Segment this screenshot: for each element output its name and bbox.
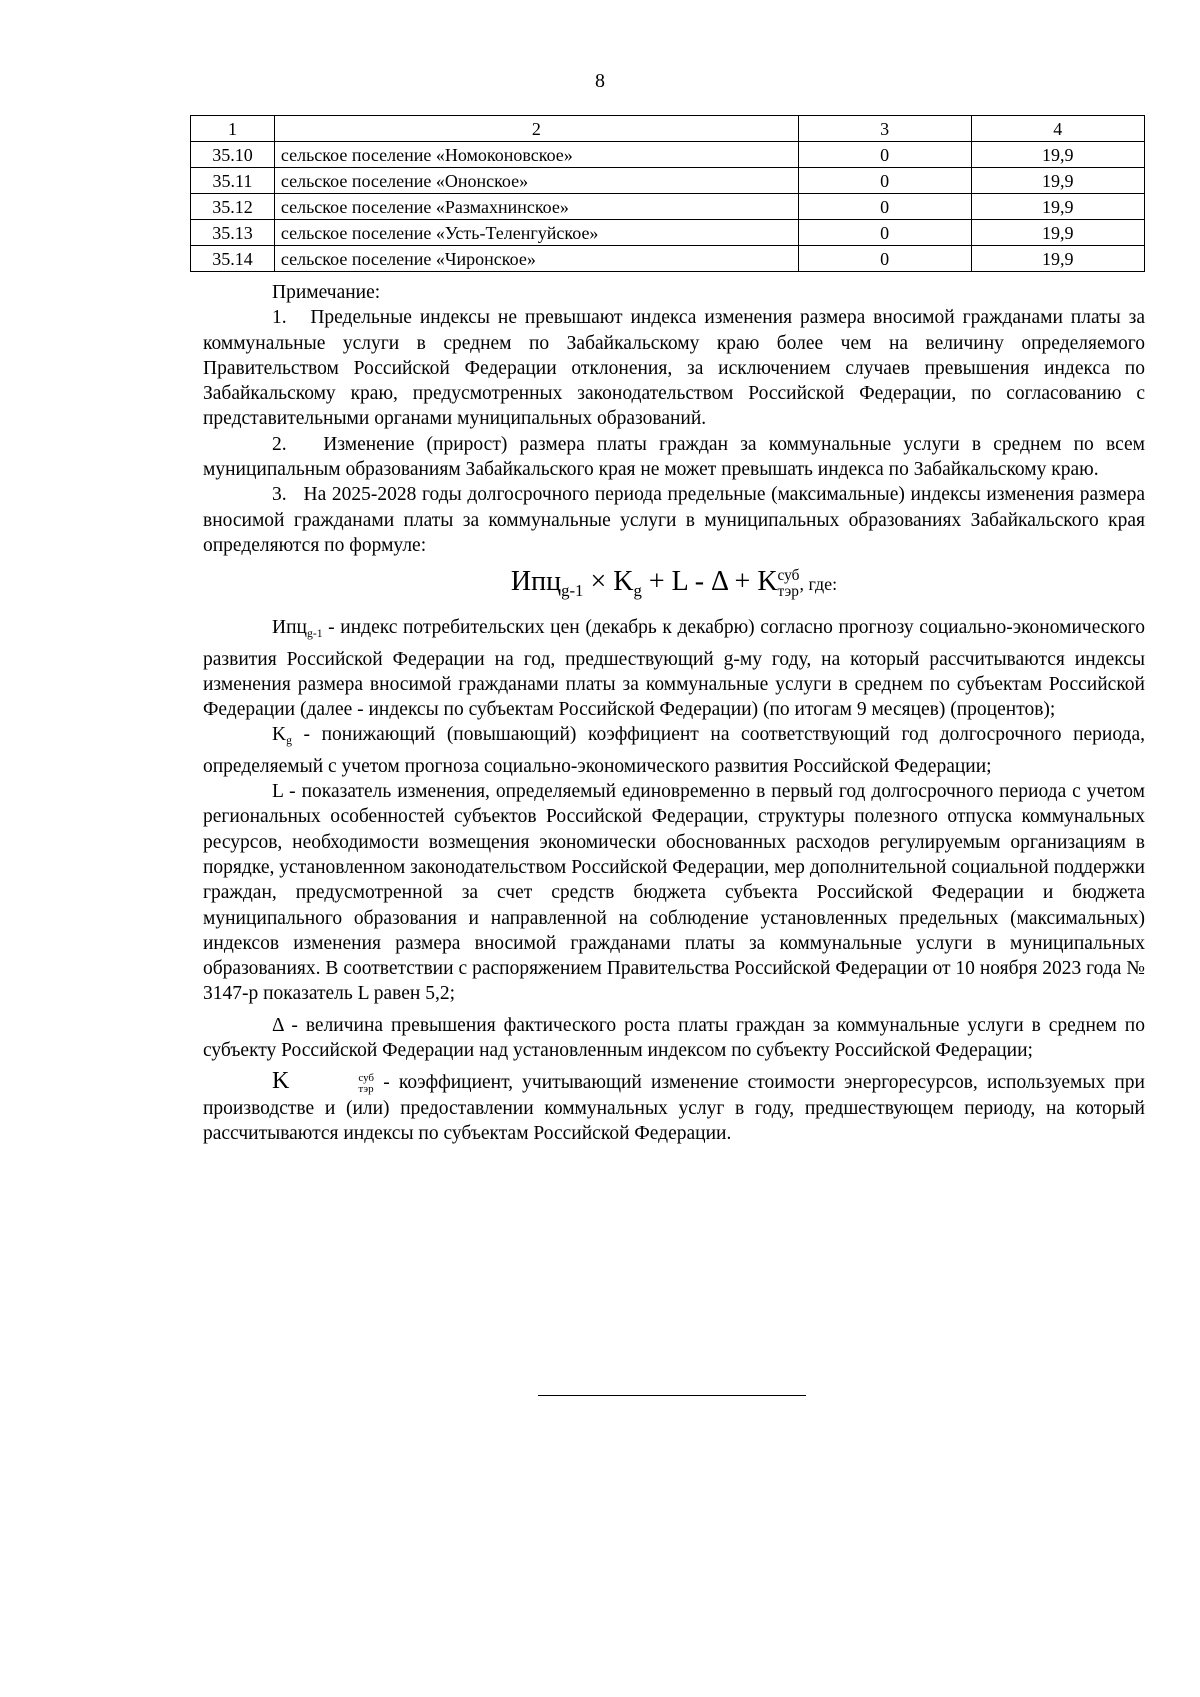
header-cell: 3 xyxy=(798,116,971,142)
definition-ipc-text: - индекс потребительских цен (декабрь к декабрю) согласно прогнозу социально-экономического развития Российской Федерации на год, предшествующий g-му году, на который рассчитываются индексы изменения размера вносимой гражданами платы за коммунальные услуги в среднем по субъектам Российской Федерации (далее - индексы по субъектам Российской Федерации) (по итогам 9 месяцев) (процентов); xyxy=(203,617,1145,721)
row-number: 35.14 xyxy=(191,246,275,272)
formula-ipc-subscript: g-1 xyxy=(561,581,584,601)
notes-section xyxy=(203,280,1145,1146)
table-row xyxy=(191,246,1145,272)
formula-k-ter: K xyxy=(757,566,778,598)
formula-k-ter-superscript: суб xyxy=(777,567,800,585)
note-title: Примечание: xyxy=(272,282,381,303)
formula-plus-l: + L - xyxy=(648,566,705,598)
definition-k-symbol: K xyxy=(272,724,287,746)
definition-k-text: - понижающий (повышающий) коэффициент на соответствующий год долгосрочного периода, определяемый с учетом прогноза социально-экономического развития Российской Федерации; xyxy=(203,724,1145,777)
definition-l: L - показатель изменения, определяемый единовременно в первый год долгосрочного периода с учетом региональных особенностей субъектов Российской Федерации, структуры полезного отпуска коммунальных ресурсов, необходимости возмещения экономически обоснованных расходов регулируемым организациям в порядке, установленном законодательством Российской Федерации, мер дополнительной социальной поддержки граждан, предусмотренной за счет средств бюджета субъекта Российской Федерации и бюджета муниципального образования и направленной на соблюдение установленных предельных (максимальных) индексов изменения размера вносимой гражданами платы за коммунальные услуги в муниципальных образованиях. В соответствии с распоряжением Правительства Российской Федерации от 10 ноября 2023 года № 3147-р показатель L равен 5,2; xyxy=(203,781,1145,1005)
column-3-value: 0 xyxy=(798,246,971,272)
definition-ipc-subscript: g-1 xyxy=(306,627,323,641)
definition-k-subscript: g xyxy=(286,734,292,748)
column-3-value: 0 xyxy=(798,220,971,246)
settlement-name: сельское поселение «Номоконовское» xyxy=(274,142,798,168)
definition-delta xyxy=(203,1013,1145,1064)
column-3-value: 0 xyxy=(798,142,971,168)
formula-plus: + xyxy=(734,566,751,598)
data-table xyxy=(190,115,1145,272)
column-4-value: 19,9 xyxy=(971,168,1145,194)
note-paragraph-2: 2. Изменение (прирост) размера платы граждан за коммунальные услуги в среднем по всем муниципальным образованиям Забайкальского края не может превышать индекса по Забайкальскому краю. xyxy=(203,433,1145,481)
table-row xyxy=(191,168,1145,194)
row-number: 35.10 xyxy=(191,142,275,168)
definition-ipc-symbol: Ипц xyxy=(272,617,307,639)
formula-k-subscript: g xyxy=(633,581,642,601)
header-cell: 2 xyxy=(274,116,798,142)
definition-k-ter xyxy=(203,1069,1145,1146)
column-4-value: 19,9 xyxy=(971,220,1145,246)
header-cell: 1 xyxy=(191,116,275,142)
column-3-value: 0 xyxy=(798,168,971,194)
page-number: 8 xyxy=(595,70,605,92)
definition-k-ter-text: - коэффициент, учитывающий изменение стоимости энергоресурсов, используемых при производстве и (или) предоставлении коммунальных услуг в году, предшествующем периоду, на который рассчитываются индексы по субъектам Российской Федерации. xyxy=(203,1072,1145,1144)
formula-delta: Δ xyxy=(711,566,728,598)
formula-k: K xyxy=(613,566,634,598)
column-3-value: 0 xyxy=(798,194,971,220)
settlement-name: сельское поселение «Ононское» xyxy=(274,168,798,194)
settlement-name: сельское поселение «Размахнинское» xyxy=(274,194,798,220)
table-header-row xyxy=(191,116,1145,142)
formula-times: × xyxy=(590,566,607,598)
header-cell: 4 xyxy=(971,116,1145,142)
formula-tail: , где: xyxy=(799,574,838,595)
definition-ipc xyxy=(203,615,1145,722)
definition-k-ter-symbol: K xyxy=(272,1068,290,1095)
note-paragraph-1: 1. Предельные индексы не превышают индекса изменения размера вносимой гражданами платы за коммунальные услуги в среднем по Забайкальскому краю более чем на величину определяемого Правительством Российской Федерации отклонения, за исключением случаев превышения индекса по Забайкальскому краю, предусмотренных законодательством Российской Федерации, по согласованию с представительными органами муниципальных образований. xyxy=(203,307,1145,430)
definition-k-ter-subscript: тэр xyxy=(358,1082,374,1095)
formula-k-ter-indices xyxy=(778,568,800,599)
column-4-value: 19,9 xyxy=(971,142,1145,168)
definition-k-ter-superscript: суб xyxy=(358,1071,375,1084)
end-divider-line xyxy=(538,1395,806,1396)
settlement-name: сельское поселение «Усть-Теленгуйское» xyxy=(274,220,798,246)
definition-k-ter-indices xyxy=(289,1073,374,1095)
table-row xyxy=(191,220,1145,246)
settlement-name: сельское поселение «Чиронское» xyxy=(274,246,798,272)
definition-k xyxy=(203,722,1145,779)
table-row xyxy=(191,194,1145,220)
formula-ipc: Ипц xyxy=(510,566,562,598)
column-4-value: 19,9 xyxy=(971,246,1145,272)
formula-k-ter-subscript: тэр xyxy=(777,582,799,600)
row-number: 35.13 xyxy=(191,220,275,246)
row-number: 35.11 xyxy=(191,168,275,194)
definition-delta-text: - величина превышения фактического роста платы граждан за коммунальные услуги в среднем по субъекту Российской Федерации над установленным индексом по субъекту Российской Федерации; xyxy=(203,1014,1145,1062)
table-row xyxy=(191,142,1145,168)
column-4-value: 19,9 xyxy=(971,194,1145,220)
definition-delta-symbol: Δ xyxy=(272,1014,284,1036)
note-paragraph-3: 3. На 2025-2028 годы долгосрочного периода предельные (максимальные) индексы изменения размера вносимой гражданами платы за коммунальные услуги в муниципальных образованиях Забайкальского края определяются по формуле: xyxy=(203,484,1145,556)
row-number: 35.12 xyxy=(191,194,275,220)
index-formula xyxy=(203,564,1145,609)
